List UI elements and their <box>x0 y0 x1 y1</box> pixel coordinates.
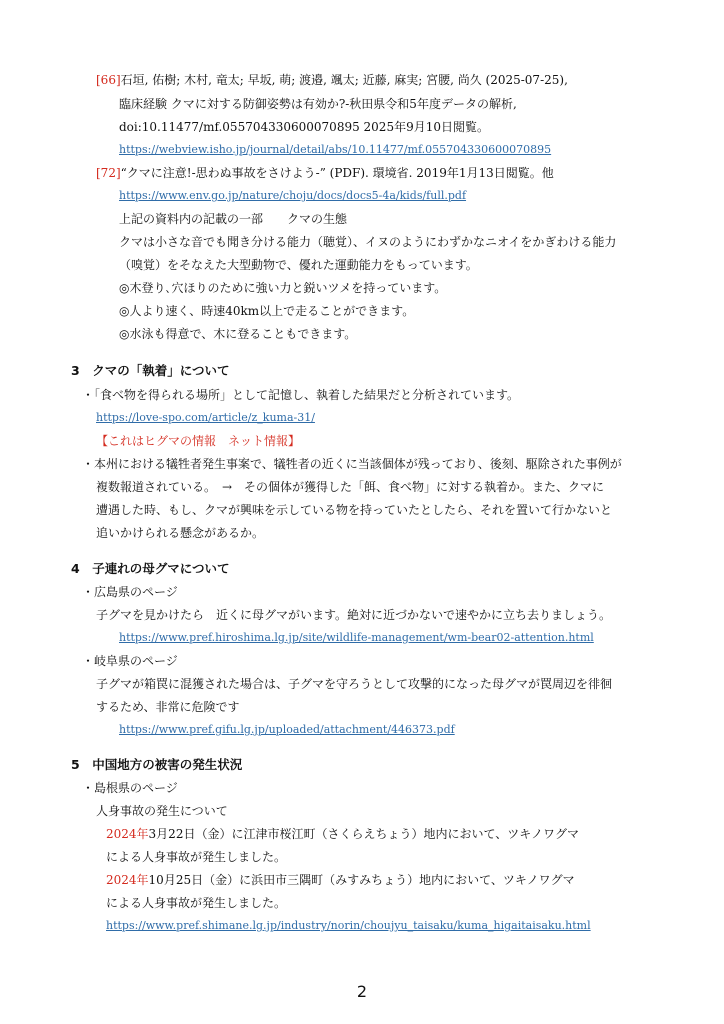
reference-number: [72] <box>96 166 121 180</box>
incident-year: 2024年 <box>106 873 149 887</box>
incident-year: 2024年 <box>106 827 149 841</box>
section-3-text: 遭遇した時、もし、クマが興味を示している物を持っていたとしたら、それを置いて行かないと <box>96 503 613 517</box>
shimane-link[interactable]: https://www.pref.shimane.lg.jp/industry/norin/choujyu_taisaku/kuma_higaitaisaku.html <box>106 919 591 932</box>
excerpt-label: 上記の資料内の記載の一部 クマの生態 <box>119 212 348 226</box>
section-3-heading: 3 クマの「執着」について <box>71 363 230 378</box>
reference-number: [66] <box>96 73 121 87</box>
incident-text: 10月25日（金）に浜田市三隅町（みすみちょう）地内において、ツキノワグマ <box>148 873 575 887</box>
gifu-text: 子グマが箱罠に混獲された場合は、子グマを守ろうとして攻撃的になった母グマが罠周辺を徘徊 <box>96 677 613 691</box>
gifu-link[interactable]: https://www.pref.gifu.lg.jp/uploaded/attachment/446373.pdf <box>119 723 455 736</box>
excerpt-text: （嗅覚）をそなえた大型動物で、優れた運動能力をもっています。 <box>119 258 478 272</box>
gifu-text: するため、非常に危険です <box>96 700 240 714</box>
gifu-label: ・岐阜県のページ <box>82 654 178 668</box>
reference-link[interactable]: https://www.env.go.jp/nature/choju/docs/docs5-4a/kids/full.pdf <box>119 189 467 202</box>
section-3-link[interactable]: https://love-spo.com/article/z_kuma-31/ <box>96 411 315 424</box>
reference-text: doi:10.11477/mf.055704330600070895 2025年9月10日閲覧。 <box>119 120 489 134</box>
section-3-text: ・本州における犠牲者発生事案で、犠牲者の近くに当該個体が残っており、後刻、駆除された事例が <box>82 457 622 471</box>
section-4-heading: 4 子連れの母グマについて <box>71 561 230 576</box>
excerpt-bullet: ◎人より速く、時速40km以上で走ることができます。 <box>119 304 415 318</box>
reference-66 <box>96 71 568 89</box>
reference-72 <box>96 164 554 182</box>
section-3-note: 【これはヒグマの情報 ネット情報】 <box>96 434 301 448</box>
section-3-text: 追いかけられる懸念があるか。 <box>96 526 265 540</box>
incident-2 <box>106 871 575 889</box>
hiroshima-link[interactable]: https://www.pref.hiroshima.lg.jp/site/wildlife-management/wm-bear02-attention.html <box>119 631 594 644</box>
incident-1 <box>106 825 579 843</box>
reference-text: “クマに注意!-思わぬ事故をさけよう-” (PDF). 環境省. 2019年1月13日閲覧。他 <box>120 166 554 180</box>
section-3-text: ・「食べ物を得られる場所」として記憶し、執着した結果だと分析されています。 <box>82 388 520 402</box>
excerpt-bullet: ◎水泳も得意で、木に登ることもできます。 <box>119 327 357 341</box>
excerpt-text: クマは小さな音でも聞き分ける能力（聴覚）、イヌのようにわずかなニオイをかぎわける能力 <box>119 235 617 249</box>
shimane-subheading: 人身事故の発生について <box>96 804 228 818</box>
hiroshima-label: ・広島県のページ <box>82 585 178 599</box>
page-number: 2 <box>356 982 368 1001</box>
incident-text: による人身事故が発生しました。 <box>106 896 287 910</box>
section-3-text: 複数報道されている。 → その個体が獲得した「餌、食べ物」に対する執着か。また、クマに <box>96 480 605 494</box>
reference-link[interactable]: https://webview.isho.jp/journal/detail/abs/10.11477/mf.055704330600070895 <box>119 143 552 156</box>
section-5-heading: 5 中国地方の被害の発生状況 <box>71 757 243 772</box>
reference-text: 石垣, 佑樹; 木村, 竜太; 早坂, 萌; 渡邉, 颯太; 近藤, 麻実; 宮腰, 尚久 (2025-07-25), <box>120 73 568 87</box>
excerpt-bullet: ◎木登り､穴ほりのために強い力と鋭いツメを持っています。 <box>119 281 447 295</box>
hiroshima-text: 子グマを見かけたら 近くに母グマがいます。絶対に近づかないで速やかに立ち去りましょう。 <box>96 608 612 622</box>
reference-text: 臨床経験 クマに対する防御姿勢は有効か?-秋田県令和5年度データの解析, <box>119 97 517 111</box>
shimane-label: ・島根県のページ <box>82 781 178 795</box>
incident-text: による人身事故が発生しました。 <box>106 850 287 864</box>
incident-text: 3月22日（金）に江津市桜江町（さくらえちょう）地内において、ツキノワグマ <box>148 827 579 841</box>
